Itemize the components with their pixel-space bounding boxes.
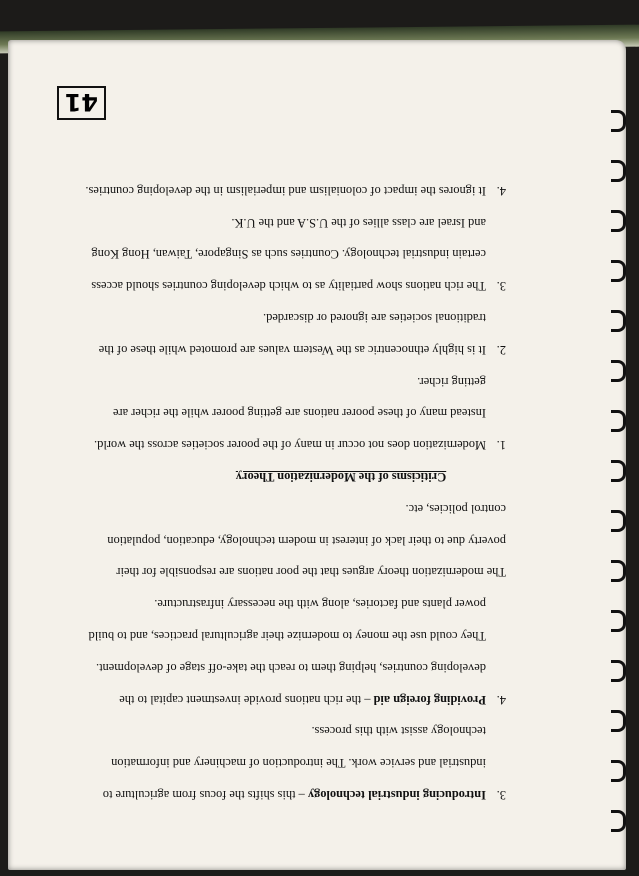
item-number: 3. [496,279,506,294]
list-item [76,715,506,810]
criticism-item [76,206,506,301]
item-title: Introducing industrial technology [307,788,486,802]
criticism-item [76,301,506,365]
item-number: 3. [496,788,506,802]
text-body [76,174,506,810]
item-number: 1. [496,438,506,453]
list-item [76,587,506,714]
summary-paragraph: The modernization theory argues that the poor nations are responsible for their poverty due to their lack of interest in modern technology, education, population control policies, etc. [107,501,506,580]
item-title: Providing foreign aid [373,692,486,707]
item-text: The rich nations show partiality as to which developing countries should access certain industrial technology. Countries such as Singapore, Taiwan, Hong Kong and Israel are class allies of the U.S.A and the U.K. [91,215,486,294]
item-text: It ignores the impact of colonialism and imperialism in the developing countries. [85,183,486,198]
item-number: 2. [496,342,506,357]
document-page [8,40,626,870]
item-text: It is highly ethnocentric as the Western values are promoted while these of the traditional societies are ignored or discarded. [98,311,486,357]
item-text: Modernization does not occur in many of the poorer societies across the world. Instead many of these poorer nations are getting poorer while the richer are getting richer. [94,374,486,453]
item-number: 4. [496,183,506,198]
section-heading: Criticisms of the Modernization Theory [235,470,447,485]
criticism-item [76,365,506,460]
item-text [76,587,486,714]
item-number: 4. [496,692,506,707]
item-body: – the rich nations provide investment capital to the developing countries, helping them to reach the take-off stage of development. They could use the money to modernize their agricultural practices, and to build power plants and factories, along with the necessary infrastructure. [88,597,486,707]
item-text [76,715,486,810]
page-number: 41 [57,86,106,120]
rotated-page-content [8,40,626,870]
criticism-item [76,174,506,206]
item-body: – this shifts the focus from agriculture to industrial and service work. The introduction of machinery and information technology assist with this process. [102,724,486,802]
